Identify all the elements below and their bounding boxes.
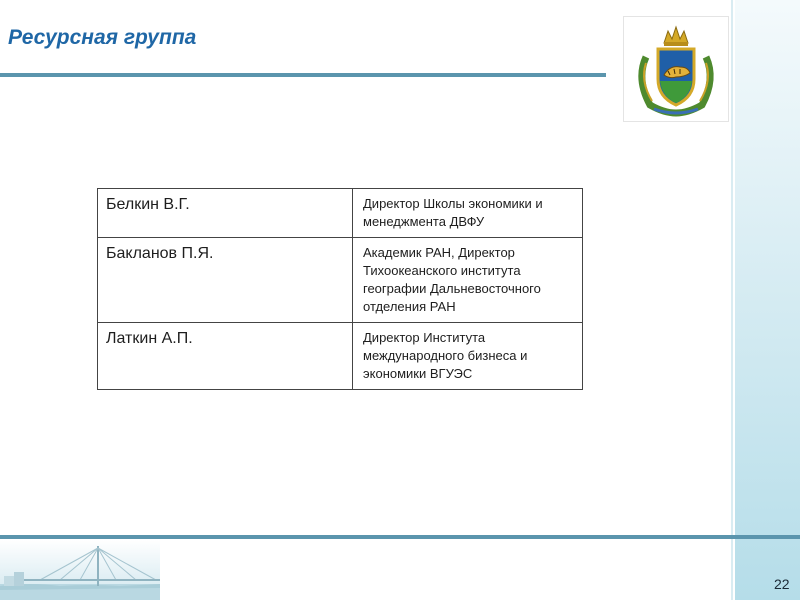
top-divider [0, 73, 606, 77]
table-row [98, 323, 583, 390]
role-line: Академик РАН, Директор [363, 245, 515, 260]
table-row [98, 189, 583, 238]
member-role [353, 238, 583, 323]
resource-group-table [97, 188, 583, 390]
bottom-divider [0, 535, 800, 539]
role-line: менеджмента ДВФУ [363, 214, 485, 229]
member-role [353, 189, 583, 238]
coat-of-arms-icon [623, 16, 729, 122]
role-line: Директор Института [363, 330, 486, 345]
member-role [353, 323, 583, 390]
member-name: Латкин А.П. [98, 323, 353, 390]
role-line: Тихоокеанского института [363, 263, 521, 278]
page-number: 22 [774, 576, 790, 592]
role-line: отделения РАН [363, 299, 456, 314]
bridge-photo [0, 540, 160, 600]
member-name: Бакланов П.Я. [98, 238, 353, 323]
member-name: Белкин В.Г. [98, 189, 353, 238]
right-decorative-panel [735, 0, 800, 600]
right-panel-divider [731, 0, 733, 600]
slide-title: Ресурсная группа [8, 26, 197, 49]
role-line: Директор Школы экономики и [363, 196, 543, 211]
role-line: экономики ВГУЭС [363, 366, 473, 381]
role-line: международного бизнеса и [363, 348, 528, 363]
role-line: географии Дальневосточного [363, 281, 541, 296]
table-row [98, 238, 583, 323]
